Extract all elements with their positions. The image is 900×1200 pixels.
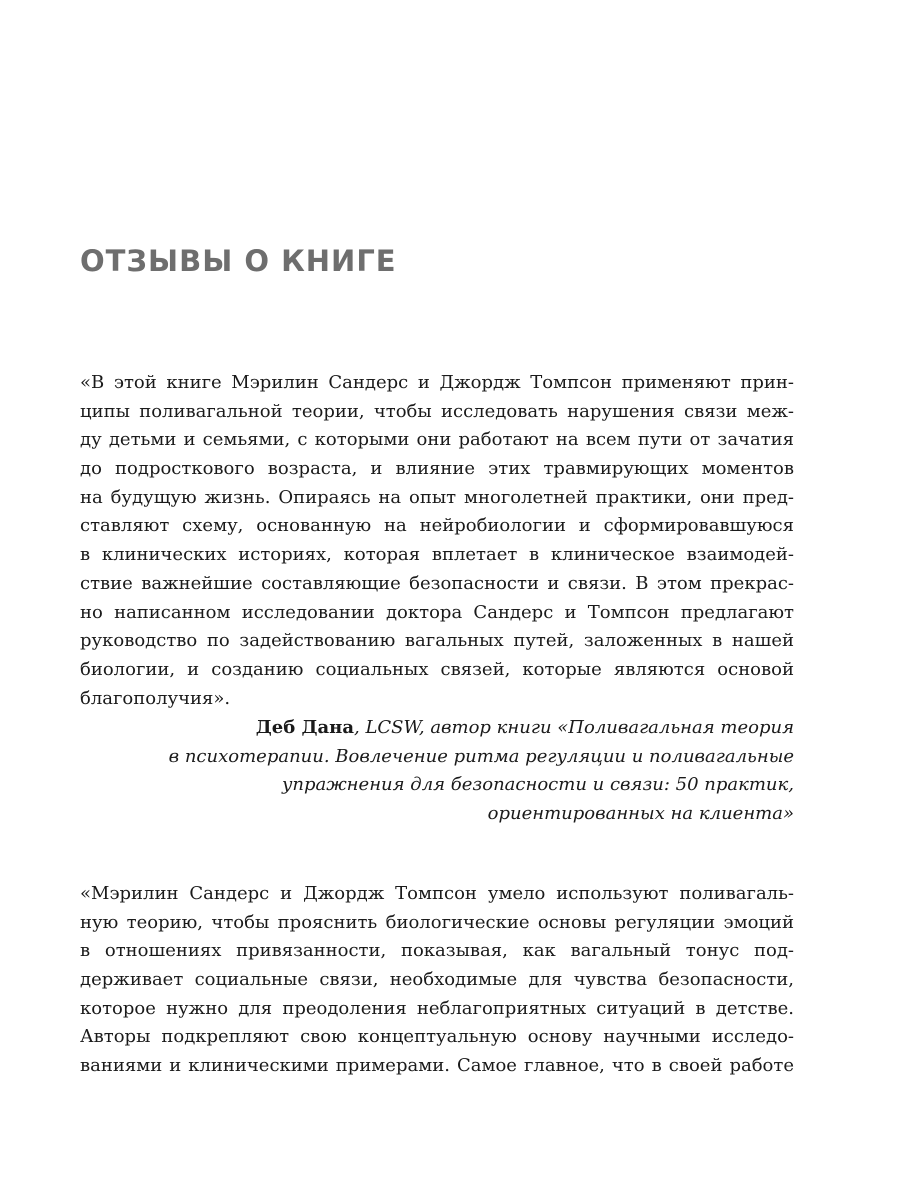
text-line: ствие важнейшие составляющие безопасности и связи. В этом прекрас-: [80, 572, 794, 594]
attribution-line: в психотерапии. Вовлечение ритма регуляции и поливагальные: [168, 745, 794, 767]
text-line: благополучия».: [80, 687, 231, 709]
text-line: ваниями и клиническими примерами. Самое главное, что в своей работе: [80, 1055, 794, 1077]
author-name: Деб Дана: [255, 717, 355, 738]
text-line: биологии, и созданию социальных связей, которые являются основой: [80, 658, 794, 680]
text-line: на будущую жизнь. Опираясь на опыт многолетней практики, они пред-: [80, 486, 794, 508]
text-line: Авторы подкрепляют свою концептуальную основу научными исследо-: [80, 1026, 794, 1048]
text-line: которое нужно для преодоления неблагоприятных ситуаций в детстве.: [80, 997, 794, 1019]
review-1-text: [80, 369, 794, 713]
text-line: «Мэрилин Сандерс и Джордж Томпсон умело используют поливагаль-: [80, 883, 794, 904]
attribution-line: упражнения для безопасности и связи: 50 практик,: [281, 774, 794, 796]
text-line: в отношениях привязанности, показывая, как вагальный тонус под-: [80, 940, 794, 962]
text-line: держивает социальные связи, необходимые для чувства безопасности,: [80, 969, 794, 991]
text-line: ную теорию, чтобы прояснить биологические основы регуляции эмоций: [80, 911, 794, 933]
text-line: ставляют схему, основанную на нейробиологии и сформировавшуюся: [80, 515, 794, 537]
text-line: но написанном исследовании доктора Сандерс и Томпсон предлагают: [80, 601, 794, 623]
text-line: «В этой книге Мэрилин Сандерс и Джордж Томпсон применяют прин-: [80, 372, 794, 393]
attribution-line: ориентированных на клиента»: [487, 803, 794, 825]
text-line: руководство по задействованию вагальных путей, заложенных в нашей: [80, 630, 794, 652]
text-line: ду детьми и семьями, с которыми они работают на всем пути от зачатия: [80, 429, 794, 451]
review-2-text: [80, 880, 794, 1081]
attribution-line: [80, 714, 794, 743]
author-credentials: , LCSW, автор книги «Поливагальная теория: [354, 717, 794, 738]
text-line: в клинических историях, которая вплетает в клиническое взаимодей-: [80, 544, 794, 566]
text-line: ципы поливагальной теории, чтобы исследовать нарушения связи меж-: [80, 400, 794, 422]
review-1-attribution: [80, 714, 794, 829]
text-line: до подросткового возраста, и влияние этих травмирующих моментов: [80, 458, 794, 480]
page-title: ОТЗЫВЫ О КНИГЕ: [80, 244, 397, 278]
